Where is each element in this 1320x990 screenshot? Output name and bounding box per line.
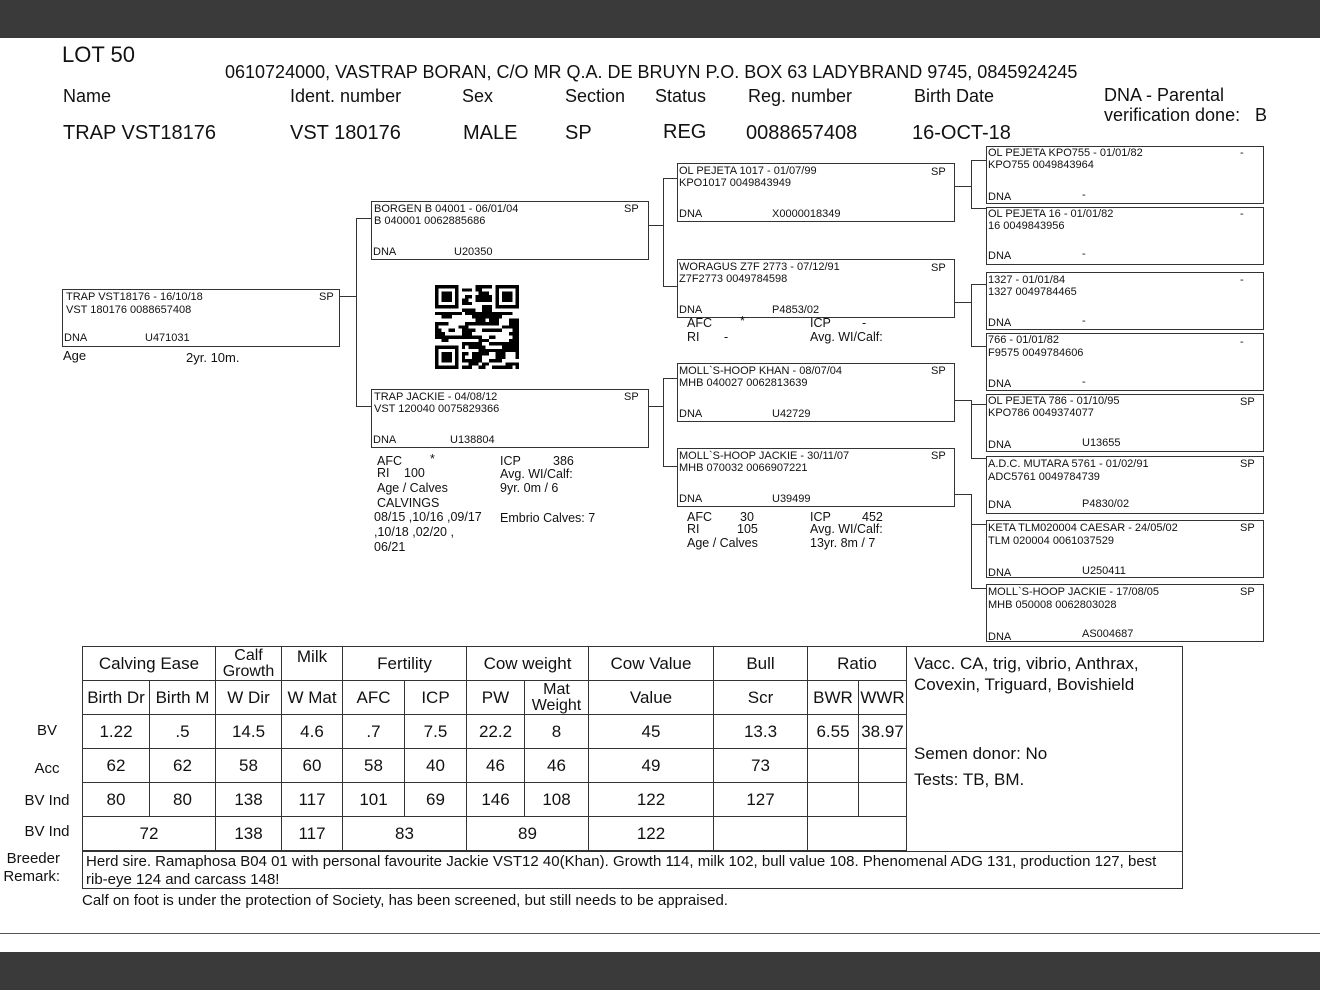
acc-cell: 60 [282, 749, 343, 783]
semen-donor: Semen donor: No [914, 744, 1048, 763]
gp-ident: MHB 040027 0062813639 [679, 377, 808, 389]
group-cow-weight: Cow weight [467, 647, 589, 681]
bv-ind-cell: 80 [83, 783, 150, 817]
dam-dna-label: DNA [373, 434, 397, 446]
group-calf-growth: Calf Growth [216, 647, 282, 681]
dam-calvings-2: ,10/18 ,02/20 , [374, 525, 454, 539]
dam-icp-value: 386 [553, 454, 574, 468]
bv-cell: 14.5 [216, 715, 282, 749]
bv-ind-cell: 108 [525, 783, 589, 817]
gp-title: MOLL`S-HOOP KHAN - 08/07/04 [679, 365, 843, 377]
label-birth: Birth Date [914, 86, 995, 106]
great-grandparent-box [986, 456, 1264, 514]
ggp-dna-label: DNA [988, 378, 1012, 390]
gp2-afc-value: * [740, 314, 745, 328]
tests: Tests: TB, BM. [914, 770, 1025, 789]
sub-mat-weight: Mat Weight [525, 681, 589, 715]
value-ident: VST 180176 [290, 122, 401, 144]
sub-pw: PW [467, 681, 525, 715]
sub-bwr: BWR [808, 681, 859, 715]
group-fertility: Fertility [343, 647, 467, 681]
value-status: REG [663, 121, 707, 143]
ggp-title: A.D.C. MUTARA 5761 - 01/02/91 [988, 458, 1149, 470]
bv-ind2-cell [714, 817, 808, 851]
value-dna: B [1255, 105, 1268, 125]
label-name: Name [63, 86, 112, 106]
dam-calvings-1: 08/15 ,10/16 ,09/17 [374, 510, 482, 524]
bv-ind2-cell: 138 [216, 817, 282, 851]
acc-cell: 46 [525, 749, 589, 783]
row-label-bv-ind: BV Ind [24, 792, 70, 809]
gp4-avg-label: Avg. WI/Calf: [810, 522, 883, 536]
ggp-ident: MHB 050008 0062803028 [988, 599, 1117, 611]
gp-title: MOLL`S-HOOP JACKIE - 30/11/07 [679, 450, 850, 462]
ggp-dna-value: AS004687 [1082, 628, 1134, 640]
age-value: 2yr. 10m. [186, 350, 240, 365]
value-reg: 0088657408 [746, 122, 858, 144]
sire-dna-value: U20350 [454, 246, 493, 258]
great-grandparent-box [986, 207, 1264, 265]
dam-avg-label: Avg. WI/Calf: [500, 467, 573, 481]
dam-ri-label: RI [377, 466, 390, 480]
bv-cell: 45 [589, 715, 714, 749]
bv-ind-cell: 127 [714, 783, 808, 817]
sire-ident: B 040001 0062885686 [374, 215, 486, 227]
sub-wwr: WWR [859, 681, 907, 715]
ggp-title: OL PEJETA 16 - 01/01/82 [988, 208, 1114, 220]
bv-cell: 6.55 [808, 715, 859, 749]
bv-cell: 7.5 [405, 715, 467, 749]
ggp-ident: TLM 020004 0061037529 [988, 535, 1114, 547]
gp-section: SP [931, 262, 946, 274]
sire-section: SP [624, 203, 639, 215]
ggp-section: - [1240, 147, 1244, 159]
bv-ind-cell: 122 [589, 783, 714, 817]
bv-cell: .7 [343, 715, 405, 749]
remark-label [3, 850, 60, 886]
sub-scr: Scr [714, 681, 808, 715]
ggp-dna-value: - [1082, 189, 1086, 201]
grandparent-box [677, 363, 955, 422]
acc-cell: 62 [83, 749, 150, 783]
gp-dna-value: U39499 [772, 493, 811, 505]
dam-icp-label: ICP [500, 454, 521, 468]
ggp-title: 766 - 01/01/82 [988, 334, 1059, 346]
ggp-dna-value: - [1082, 248, 1086, 260]
dam-age-calves-value: 9yr. 0m / 6 [500, 481, 559, 495]
sire-title: BORGEN B 04001 - 06/01/04 [374, 203, 519, 215]
bv-ind2-cell: 72 [83, 817, 216, 851]
ggp-dna-value: U250411 [1082, 565, 1126, 577]
great-grandparent-box [986, 333, 1264, 391]
gp2-ri-value: - [724, 330, 729, 344]
group-ratio: Ratio [808, 647, 907, 681]
gp4-age-calves-value: 13yr. 8m / 7 [810, 536, 876, 550]
gp4-ri-label: RI [687, 522, 700, 536]
bv-ind-cell [808, 783, 859, 817]
label-section: Section [565, 86, 626, 106]
remark-label-2: Remark: [3, 868, 60, 885]
acc-cell: 58 [216, 749, 282, 783]
label-ident: Ident. number [290, 86, 402, 106]
group-bull: Bull [714, 647, 808, 681]
gp-dna-label: DNA [679, 304, 703, 316]
sub-birth-m: Birth M [150, 681, 216, 715]
ggp-section: SP [1240, 586, 1255, 598]
grandparent-box [677, 163, 955, 222]
row-label-bv: BV [36, 722, 57, 739]
row-label-acc: Acc [34, 760, 60, 777]
dam-afc-value: * [430, 452, 435, 466]
great-grandparent-box [986, 520, 1264, 578]
gp4-age-calves-label: Age / Calves [687, 536, 758, 550]
row-label-bv-ind-2: BV Ind [24, 823, 70, 840]
bottom-bar [0, 952, 1320, 990]
ggp-ident: 1327 0049784465 [988, 286, 1077, 298]
animal-title: TRAP VST18176 - 16/10/18 [66, 291, 203, 303]
gp-section: SP [931, 365, 946, 377]
bv-ind-cell [859, 783, 907, 817]
acc-cell: 46 [467, 749, 525, 783]
acc-cell: 73 [714, 749, 808, 783]
bv-cell: 22.2 [467, 715, 525, 749]
label-dna-verification: verification done: [1104, 105, 1241, 125]
dam-section: SP [624, 391, 639, 403]
dam-embrio-calves: Embrio Calves: 7 [500, 511, 596, 525]
ggp-ident: KPO786 0049374077 [988, 407, 1094, 419]
sire-box [371, 201, 649, 260]
animal-dna-label: DNA [64, 332, 88, 344]
sub-birth-dr: Birth Dr [83, 681, 150, 715]
dam-title: TRAP JACKIE - 04/08/12 [374, 391, 498, 403]
bv-cell: 4.6 [282, 715, 343, 749]
bv-ind2-cell: 122 [589, 817, 714, 851]
ggp-ident: 16 0049843956 [988, 220, 1065, 232]
gp-ident: Z7F2773 0049784598 [679, 273, 788, 285]
acc-cell: 62 [150, 749, 216, 783]
sub-afc: AFC [343, 681, 405, 715]
grandparent-box [677, 448, 955, 507]
gp-dna-value: X0000018349 [772, 208, 841, 220]
label-reg: Reg. number [748, 86, 853, 106]
gp-dna-value: P4853/02 [772, 304, 820, 316]
acc-cell: 58 [343, 749, 405, 783]
ggp-ident: KPO755 0049843964 [988, 159, 1094, 171]
dam-box [371, 389, 649, 448]
ggp-title: OL PEJETA 786 - 01/10/95 [988, 395, 1120, 407]
bv-cell: .5 [150, 715, 216, 749]
ggp-section: - [1240, 208, 1244, 220]
qr-code [433, 285, 521, 369]
dam-dna-value: U138804 [450, 434, 495, 446]
dam-afc-label: AFC [377, 454, 402, 468]
great-grandparent-box [986, 584, 1264, 642]
vacc-line-1: Vacc. CA, trig, vibrio, Anthrax, [914, 654, 1139, 673]
dam-calvings-3: 06/21 [374, 540, 406, 554]
bv-ind-cell: 138 [216, 783, 282, 817]
bv-ind2-cell [808, 817, 907, 851]
acc-cell: 49 [589, 749, 714, 783]
bv-cell: 8 [525, 715, 589, 749]
bv-ind-cell: 146 [467, 783, 525, 817]
ggp-title: MOLL`S-HOOP JACKIE - 17/08/05 [988, 586, 1159, 598]
ggp-dna-label: DNA [988, 499, 1012, 511]
animal-dna-value: U471031 [145, 332, 190, 344]
gp2-icp-label: ICP [810, 316, 831, 330]
animal-section: SP [319, 291, 334, 303]
gp4-afc-label: AFC [687, 510, 712, 524]
gp-dna-label: DNA [679, 208, 703, 220]
ggp-dna-label: DNA [988, 567, 1012, 579]
bv-ind-cell: 69 [405, 783, 467, 817]
ggp-dna-value: - [1082, 315, 1086, 327]
great-grandparent-box [986, 394, 1264, 452]
bv-cell: 1.22 [83, 715, 150, 749]
great-grandparent-box [986, 272, 1264, 330]
divider [0, 933, 1320, 934]
sub-value: Value [589, 681, 714, 715]
ggp-section: - [1240, 274, 1244, 286]
vaccination-panel [906, 646, 1183, 852]
gp-dna-label: DNA [679, 408, 703, 420]
value-section: SP [565, 122, 592, 144]
remark-label-1: Breeder [6, 850, 60, 867]
dam-calvings-label: CALVINGS [377, 496, 440, 510]
gp4-icp-value: 452 [862, 510, 883, 524]
gp2-ri-label: RI [687, 330, 700, 344]
gp4-ri-value: 105 [737, 522, 758, 536]
sire-dna-label: DNA [373, 246, 397, 258]
animal-box [62, 289, 340, 347]
gp-ident: MHB 070032 0066907221 [679, 462, 808, 474]
footer-note: Calf on foot is under the protection of Society, has been screened, but still needs to be appraised. [82, 892, 728, 909]
ggp-dna-label: DNA [988, 439, 1012, 451]
gp2-icp-value: - [862, 316, 867, 330]
bv-ind2-cell: 117 [282, 817, 343, 851]
gp-section: SP [931, 450, 946, 462]
ggp-section: SP [1240, 396, 1255, 408]
value-birth: 16-OCT-18 [912, 122, 1011, 144]
ggp-section: SP [1240, 458, 1255, 470]
sub-w-mat: W Mat [282, 681, 343, 715]
bv-ind2-cell: 83 [343, 817, 467, 851]
great-grandparent-box [986, 146, 1264, 204]
dam-ident: VST 120040 0075829366 [374, 403, 500, 415]
group-cow-value: Cow Value [589, 647, 714, 681]
label-sex: Sex [462, 86, 494, 106]
breeder-remark: Herd sire. Ramaphosa B04 01 with personal favourite Jackie VST12 40(Khan). Growth 114, milk 102, bull value 108. Phenomenal ADG 131, production 127, best rib-eye 124 and carcass 148! [82, 851, 1183, 889]
acc-cell [859, 749, 907, 783]
acc-cell [808, 749, 859, 783]
bv-ind2-cell: 89 [467, 817, 589, 851]
sub-icp: ICP [405, 681, 467, 715]
group-milk: Milk [282, 647, 343, 681]
ggp-title: KETA TLM020004 CAESAR - 24/05/02 [988, 522, 1178, 534]
gp4-icp-label: ICP [810, 510, 831, 524]
ggp-dna-value: - [1082, 376, 1086, 388]
ggp-ident: ADC5761 0049784739 [988, 471, 1100, 483]
breeding-values-table [82, 646, 907, 851]
gp4-afc-value: 30 [740, 510, 754, 524]
lot-number: LOT 50 [62, 42, 135, 67]
top-bar [0, 0, 1320, 38]
grandparent-box [677, 259, 955, 318]
acc-cell: 40 [405, 749, 467, 783]
age-label: Age [63, 348, 87, 363]
gp-section: SP [931, 166, 946, 178]
bv-ind-cell: 117 [282, 783, 343, 817]
bv-cell: 13.3 [714, 715, 808, 749]
ggp-title: OL PEJETA KPO755 - 01/01/82 [988, 147, 1143, 159]
bv-ind-cell: 101 [343, 783, 405, 817]
ggp-section: SP [1240, 522, 1255, 534]
gp-title: OL PEJETA 1017 - 01/07/99 [679, 165, 817, 177]
ggp-dna-label: DNA [988, 191, 1012, 203]
vacc-line-2: Covexin, Triguard, Bovishield [914, 675, 1135, 694]
sub-w-dir: W Dir [216, 681, 282, 715]
gp2-afc-label: AFC [687, 316, 712, 330]
bv-cell: 38.97 [859, 715, 907, 749]
ggp-section: - [1240, 336, 1244, 348]
gp-ident: KPO1017 0049843949 [679, 177, 791, 189]
ggp-dna-label: DNA [988, 250, 1012, 262]
gp-title: WORAGUS Z7F 2773 - 07/12/91 [679, 261, 840, 273]
group-calving-ease: Calving Ease [83, 647, 216, 681]
ggp-dna-value: U13655 [1082, 437, 1121, 449]
dam-age-calves-label: Age / Calves [377, 481, 448, 495]
breeder-info: 0610724000, VASTRAP BORAN, C/O MR Q.A. DE BRUYN P.O. BOX 63 LADYBRAND 9745, 0845924245 [225, 62, 1078, 82]
ggp-dna-value: P4830/02 [1082, 498, 1130, 510]
dam-ri-value: 100 [404, 466, 425, 480]
value-name: TRAP VST18176 [63, 122, 217, 144]
ggp-dna-label: DNA [988, 317, 1012, 329]
label-dna: DNA - Parental [1104, 85, 1225, 105]
animal-ident: VST 180176 0088657408 [66, 304, 192, 316]
ggp-ident: F9575 0049784606 [988, 347, 1084, 359]
bv-ind-cell: 80 [150, 783, 216, 817]
ggp-title: 1327 - 01/01/84 [988, 274, 1066, 286]
ggp-dna-label: DNA [988, 631, 1012, 643]
gp-dna-value: U42729 [772, 408, 811, 420]
gp2-avg-label: Avg. WI/Calf: [810, 330, 883, 344]
label-status: Status [655, 86, 707, 106]
value-sex: MALE [463, 122, 518, 144]
gp-dna-label: DNA [679, 493, 703, 505]
